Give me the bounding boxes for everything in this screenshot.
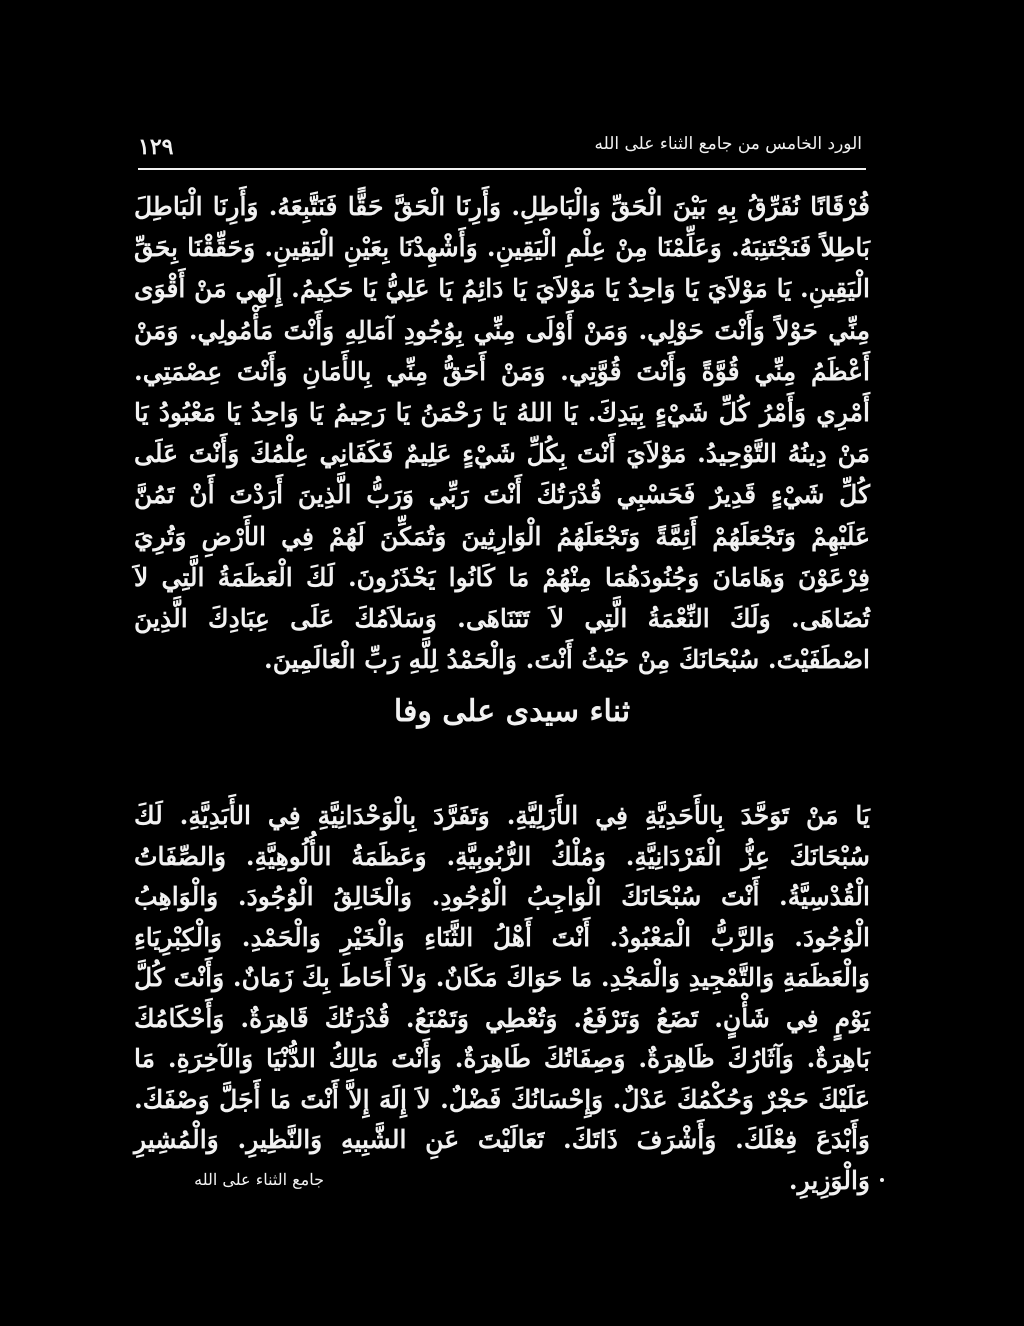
main-text-block — [134, 186, 870, 680]
section-title: ثناء سيدى على وفا — [393, 694, 631, 729]
section-text-block — [134, 796, 870, 1201]
running-title: الورد الخامس من جامع الثناء على الله — [594, 134, 862, 154]
header-rule — [138, 168, 866, 170]
footer-dot — [880, 1178, 884, 1182]
section-paragraph: يَا مَنْ تَوَحَّدَ بِالأَحَدِيَّةِ فِي الأَزَلِيَّةِ. وَتَفَرَّدَ بِالْوَحْدَانِيَّةِ فِي الأَبَدِيَّةِ. لَكَ سُبْحَانَكَ عِزُّ الْفَرْدَانِيَّةِ. وَمُلْكُ الرُّبُوبِيَّةِ. وَعَظَمَةُ الأُلُوهِيَّةِ. وَالصِّفَاتُ الْقُدْسِيَّةُ. أَنْتَ سُبْحَانَكَ الْوَاجِبُ الْوُجُودِ. وَالْخَالِقُ الْوُجُودَ. وَالْوَاهِبُ الْوُجُودَ. وَالرَّبُّ الْمَعْبُودُ. أَنْتَ أَهْلُ الثَّنَاءِ وَالْخَيْرِ وَالْحَمْدِ. وَالْكِبْرِيَاءِ وَالْعَظَمَةِ وَالتَّمْجِيدِ وَالْمَجْدِ. مَا حَوَاكَ مَكَانٌ. وَلاَ أَحَاطَ بِكَ زَمَانٌ. وَأَنْتَ كُلَّ يَوْمٍ فِي شَأْنٍ. تَضَعُ وَتَرْفَعُ. وَتُعْطِي وَتَمْنَعُ. قُدْرَتُكَ قَاهِرَةٌ. وَأَحْكَامُكَ بَاهِرَةٌ. وَآثَارُكَ ظَاهِرَةٌ. وَصِفَاتُكَ طَاهِرَةٌ. وَأَنْتَ مَالِكُ الدُّنْيَا وَالآخِرَةِ. مَا عَلَيْكَ حَجْرٌ وَحُكْمُكَ عَدْلٌ. وَإِحْسَانُكَ فَضْلٌ. لاَ إِلَهَ إِلاَّ أَنْتَ مَا أَجَلَّ وَصْفَكَ. وَأَبْدَعَ فِعْلَكَ. وَأَشْرَفَ ذَاتَكَ. تَعَالَيْتَ عَنِ الشَّبِيهِ وَالنَّظِيرِ. وَالْمُشِيرِ وَالْوَزِيرِ. — [134, 801, 870, 1195]
page-number: ١٢٩ — [138, 134, 174, 160]
page-header — [138, 126, 864, 166]
footer-signature: جامع الثناء على الله — [194, 1170, 324, 1189]
body-paragraph: فُرْقَانًا نُفَرِّقُ بِهِ بَيْنَ الْحَقِّ وَالْبَاطِلِ. وَأَرِنَا الْحَقَّ حَقًّا فَنَتَّبِعَهُ. وَأَرِنَا الْبَاطِلَ بَاطِلاً فَنَجْتَنِبَهُ. وَعَلِّمْنَا مِنْ عِلْمِ الْيَقِينِ. وَأَشْهِدْنَا بِعَيْنِ الْيَقِينِ. وَحَقِّقْنَا بِحَقِّ الْيَقِينِ. يَا مَوْلاَيَ يَا وَاحِدُ يَا مَوْلاَيَ يَا دَائِمُ يَا عَلِيُّ يَا حَكِيمُ. إِلَهِي مَنْ أَقْوَى مِنِّي حَوْلاً وَأَنْتَ حَوْلِي. وَمَنْ أَوْلَى مِنِّي بِوُجُودِ آمَالِهِ وَأَنْتَ مَأْمُولِي. وَمَنْ أَعْظَمُ مِنِّي قُوَّةً وَأَنْتَ قُوَّتِي. وَمَنْ أَحَقُّ مِنِّي بِالأَمَانِ وَأَنْتَ عِصْمَتِي. أَمْرِي وَأَمْرُ كُلِّ شَيْءٍ بِيَدِكَ. يَا اللهُ يَا رَحْمَنُ يَا رَحِيمُ يَا وَاحِدُ يَا مَعْبُودُ يَا مَنْ دِينُهُ التَّوْحِيدُ. مَوْلاَيَ أَنْتَ بِكُلِّ شَيْءٍ عَلِيمٌ فَكَفَانِي عِلْمُكَ وَأَنْتَ عَلَى كُلِّ شَيْءٍ قَدِيرٌ فَحَسْبِي قُدْرَتُكَ أَنْتَ رَبِّي وَرَبُّ الَّذِينَ أَرَدْتَ أَنْ تَمُنَّ عَلَيْهِمْ وَتَجْعَلَهُمْ أَئِمَّةً وَتَجْعَلَهُمُ الْوَارِثِينَ وَتُمَكِّنَ لَهُمْ فِي الأَرْضِ وَتُرِيَ فِرْعَوْنَ وَهَامَانَ وَجُنُودَهُمَا مِنْهُمْ مَا كَانُوا يَحْذَرُونَ. لَكَ الْعَظَمَةُ الَّتِي لاَ تُضَاهَى. وَلَكَ النِّعْمَةُ الَّتِي لاَ تَتَنَاهَى. وَسَلاَمُكَ عَلَى عِبَادِكَ الَّذِينَ اصْطَفَيْتَ. سُبْحَانَكَ مِنْ حَيْثُ أَنْتَ. وَالْحَمْدُ لِلَّهِ رَبِّ الْعَالَمِينَ. — [134, 192, 870, 675]
